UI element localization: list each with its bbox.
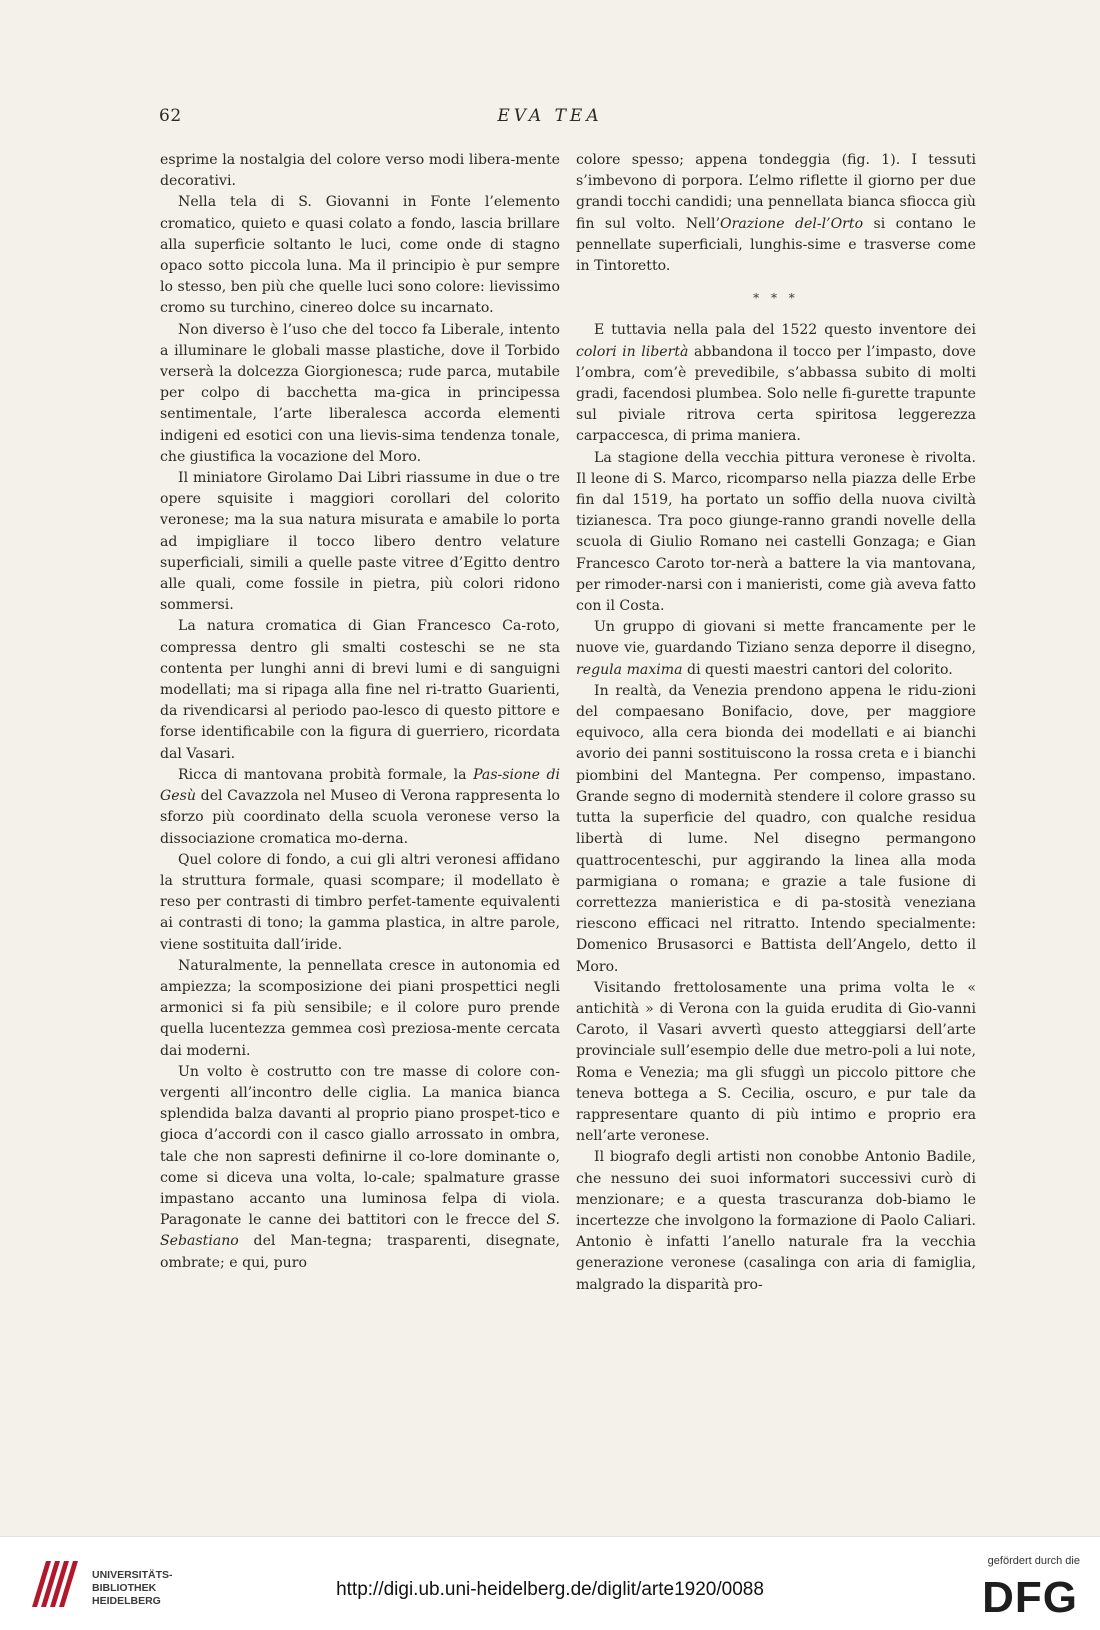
paragraph: Visitando frettolosamente una prima volta le « antichità » di Verona con la guida erudita di Gio-vanni Caroto, il Vasari avvertì questo atteggiarsi dell’arte provinciale sull’esempio delle due metro-poli a lui note, Roma e Venezia; ma gli sfuggì un piccolo pittore che teneva bottega a S. Cecilia, oscuro, e pur tale da rappresentare quanto di più intimo e proprio era nell’arte veronese. (576, 979, 976, 1145)
paragraph: In realtà, da Venezia prendono appena le ridu-zioni del compaesano Bonifacio, dove, per maggiore equivoco, alla cera bionda dei modellati e ai bianchi avorio dei panni sostituiscono la rossa creta e i bianchi piombini del Mantegna. Per compenso, impastano. Grande segno di modernità stendere il colore grasso su tutta la superficie del quadro, con qualche residua libertà di lume. Nel disegno permangono quattrocenteschi, pur aggirando la linea alla moda parmigiana o romana; e grazie a tale fusione di correttezza manieristica e di pa-stosità veneziana riescono efficaci nel ritratto. Intendo specialmente: Domenico Brusasorci e Battista dell’Angelo, detto il Moro. (576, 682, 976, 975)
dfg-logo-icon: DFG (982, 1573, 1078, 1622)
section-separator: * * * (753, 291, 799, 306)
paragraph: colore spesso; appena tondeggia (fig. 1). I tessuti s’imbevono di porpora. L’elmo riflette il giorno per due grandi tocchi candidi; una pennellata bianca sfiocca giù fin sul volto. Nell’Orazione del-l’Orto si contano le pennellate superficiali, lunghis-sime e trasverse come in Tintoretto. (576, 152, 976, 275)
university-library-name: UNIVERSITÄTS- BIBLIOTHEK HEIDELBERG (92, 1569, 173, 1607)
paragraph: Il miniatore Girolamo Dai Libri riassume in due o tre opere squisite i maggiori corollari del colorito veronese; ma la sua natura misurata e amabile lo porta ad impigliare il tocco libero dentro velature superficiali, simili a quelle paste vitree d’Egitto dentro alle quali, come fossile in pietra, più colori ridono sommersi. (160, 470, 560, 614)
italic-title: Orazione del-l’Orto (720, 215, 864, 232)
paragraph: Naturalmente, la pennellata cresce in autonomia ed ampiezza; la scomposizione dei piani prospettici negli armonici si fa più sensibile; e il colore puro prende quella lucentezza gemmea così preziosa-mente cercata dai moderni. (160, 957, 560, 1059)
paragraph: Nella tela di S. Giovanni in Fonte l’elemento cromatico, quieto e quasi colato a fondo, lascia brillare alla superficie soltanto le luci, come onde di stagno opaco sotto piccola luna. Ma il principio è pur sempre lo stesso, ben più che quelle luci sono colore: lievissimo cromo su turchino, cinereo dolce su incarnato. (160, 194, 560, 317)
italic-phrase: colori in libertà (576, 343, 689, 360)
paragraph: E tuttavia nella pala del 1522 questo inventore dei colori in libertà abbandona il tocco per l’impasto, dove l’ombra, com’è prevedibile, s’abbassa subito di molti gradi, facendosi plumbea. Solo nelle fi-gurette trapunte sul piviale ritrova certa spiritosa leggerezza carpaccesca, di prima maniera. (576, 322, 976, 445)
page-number: 62 (159, 106, 182, 126)
running-title: EVA TEA (497, 106, 603, 126)
paragraph: Un volto è costrutto con tre masse di colore con-vergenti all’incontro delle ciglia. La manica bianca splendida balza davanti al proprio piano prospet-tico e gioca d’accordi con il casco giallo arrossato in ombra, tale che non sapresti definirne il co-lore dominante o, come si diceva una volta, lo-cale; spalmature grasse impastano accanto una luminosa felpa di viola. Paragonate le canne dei battitori con le frecce del S. Sebastiano del Man-tegna; trasparenti, disegnate, ombrate; e qui, puro (160, 1063, 560, 1271)
permalink-url[interactable]: http://digi.ub.uni-heidelberg.de/diglit/arte1920/0088 (336, 1579, 764, 1600)
italic-title: Pas-sione di Gesù (160, 766, 560, 805)
italic-phrase: regula maxima (576, 661, 683, 678)
paragraph: La stagione della vecchia pittura veronese è rivolta. Il leone di S. Marco, ricomparso nella piazza delle Erbe fin dal 1519, ha portato un soffio della nuova civiltà tizianesca. Tra poco giunge-ranno grandi novelle della scuola di Giulio Romano nei castelli Gonzaga; e Gian Francesco Caroto tor-nerà a battere la via mantovana, per rimoder-narsi con i manieristi, come già aveva fatto con il Costa. (576, 449, 976, 615)
paragraph: La natura cromatica di Gian Francesco Ca-roto, compressa dentro gli smalti costeschi se ne sta contenta per lunghi anni di brevi lumi e di sanguigni modellati; ma si ripaga alla fine nel ri-tratto Guarienti, da rivendicarsi al periodo pao-lesco di questo pittore e forse identificabile con la figura di guerriero, ricordata dal Vasari. (160, 618, 560, 762)
left-text-column (160, 150, 560, 1274)
paragraph: Il biografo degli artisti non conobbe Antonio Badile, che nessuno dei suoi informatori successivi curò di menzionare; e a questa trascuranza dob-biamo le incertezze che involgono la formazione di Paolo Caliari. Antonio è infatti l’anello naturale fra la vecchia generazione veronese (casalinga con aria di famiglia, malgrado la disparità pro- (576, 1149, 976, 1293)
paragraph: Un gruppo di giovani si mette francamente per le nuove vie, guardando Tiziano senza deporre il disegno, regula maxima di questi maestri cantori del colorito. (576, 619, 976, 678)
right-text-column (576, 150, 976, 1296)
funder-label: gefördert durch die (987, 1555, 1080, 1567)
paragraph: Quel colore di fondo, a cui gli altri veronesi affidano la struttura formale, quasi scompare; il modellato è reso per contrasti di timbro perfet-tamente equivalenti ai contrasti di tono; la gamma plastica, in altre parole, viene sostituita dall’iride. (160, 851, 560, 953)
paragraph: Non diverso è l’uso che del tocco fa Liberale, intento a illuminare le globali masse plastiche, dove il Torbido verserà la dolcezza Giorgionesca; rude parca, mutabile per colpo di bacchetta ma-gica in principessa sentimentale, l’arte liberalesca accorda elementi indigeni ed esotici con una lievis-sima tendenza tonale, che giustifica la vocazione del Moro. (160, 321, 560, 465)
paragraph: esprime la nostalgia del colore verso modi libera-mente decorativi. (160, 152, 560, 190)
paragraph: Ricca di mantovana probità formale, la Pas-sione di Gesù del Cavazzola nel Museo di Verona rappresenta lo sforzo più coordinato della scuola veronese verso la dissociazione cromatica mo-derna. (160, 766, 560, 847)
italic-title: S. Sebastiano (160, 1212, 560, 1250)
digitization-footer (0, 1536, 1100, 1630)
